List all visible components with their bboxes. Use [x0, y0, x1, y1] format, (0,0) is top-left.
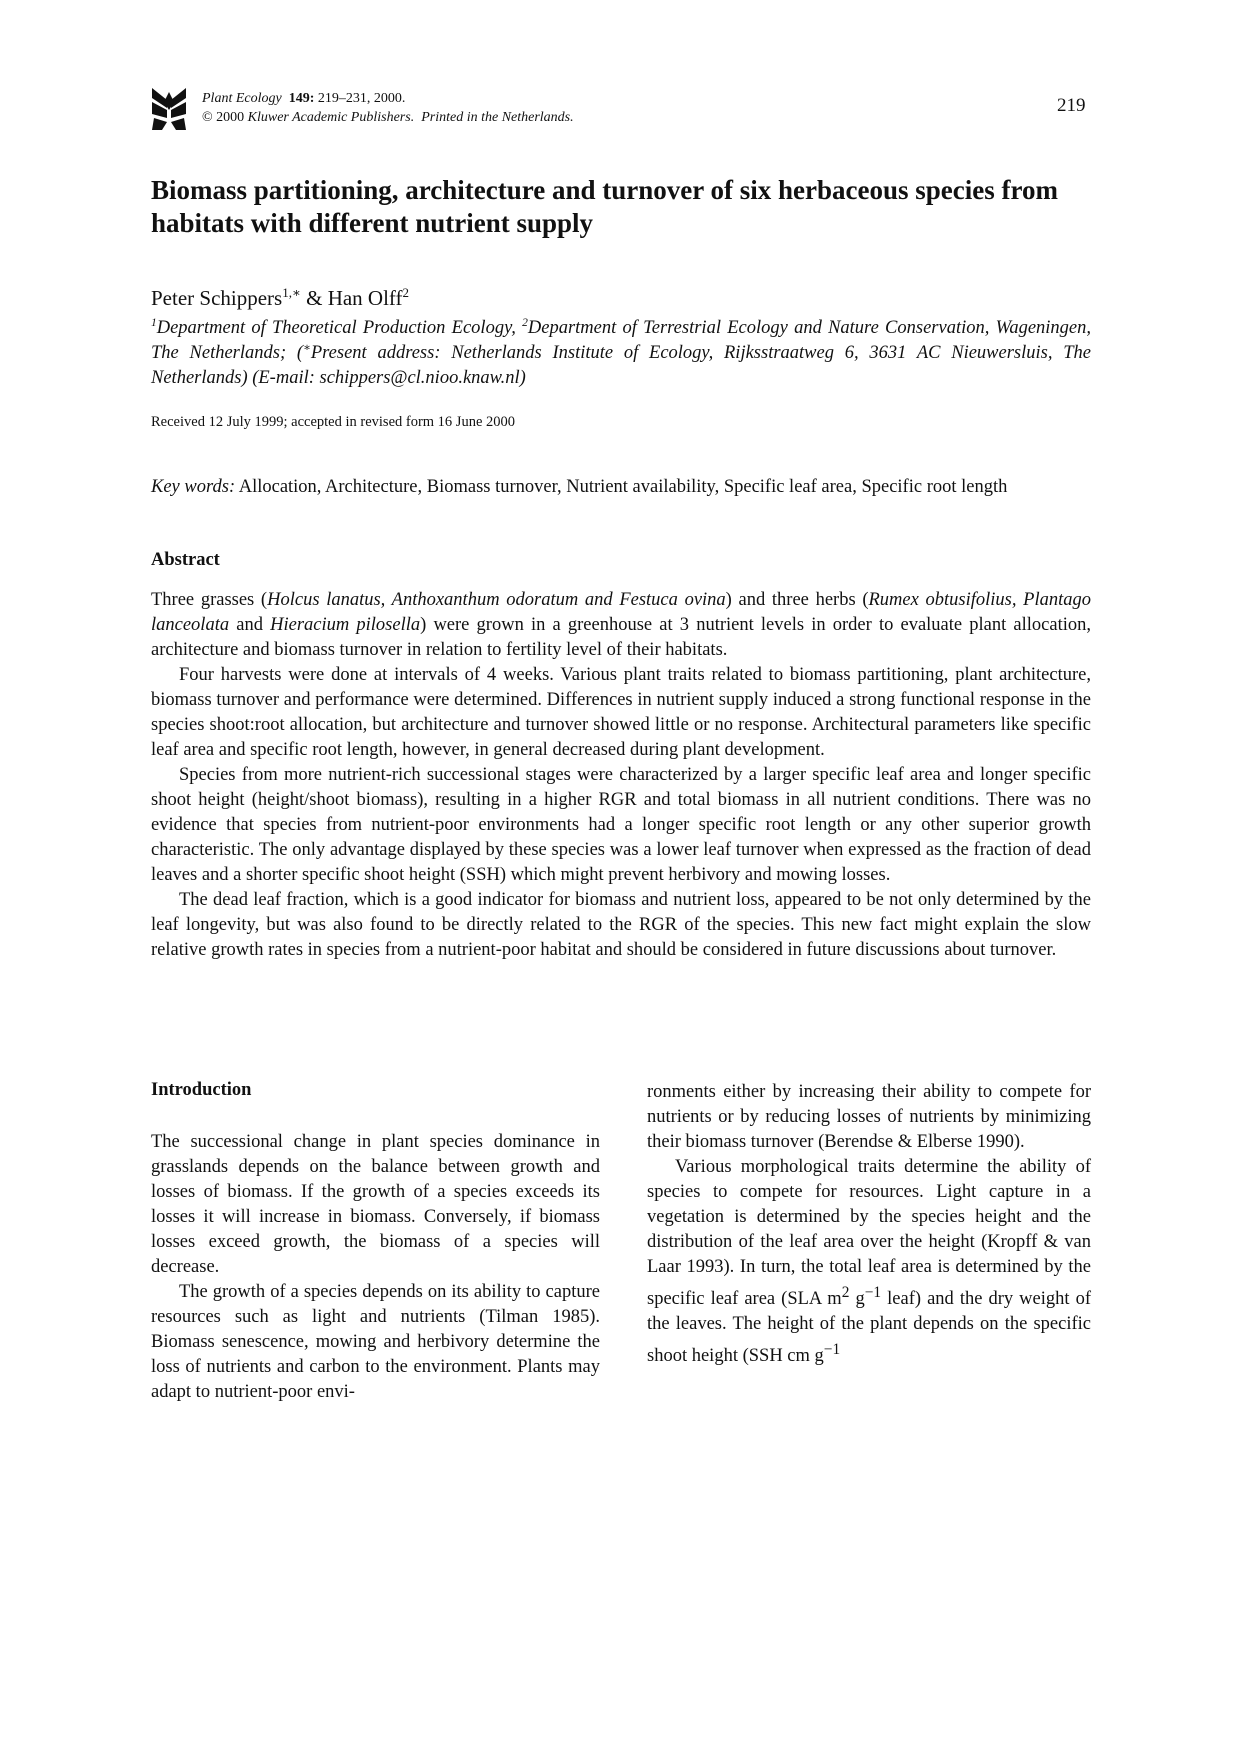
journal-pages: 219–231, 2000. — [317, 91, 406, 106]
body-paragraph: The growth of a species depends on its ability to capture resources such as light and nutrients (Tilman 1985). Biomass senescence, mowing and herbivory determine the loss of nutrients and carbon to the environment. Plants may adapt to nutrient-poor envi- — [151, 1282, 600, 1402]
author-superscript: 1,∗ — [282, 285, 301, 300]
abstract-paragraph — [151, 588, 1091, 663]
abstract-text: and — [229, 615, 271, 635]
present-address: Present address: Netherlands Institute of Ecology, Rijksstraatweg 6, 3631 AC Nieuwersluis, The Netherlands) (E-mail: schippers@cl.nioo.knaw.nl) — [151, 343, 1092, 388]
author-name: Han Olff — [327, 286, 403, 310]
body-paragraph: The successional change in plant species dominance in grasslands depends on the balance between growth and losses of biomass. If the growth of a species exceeds its losses it will increase in biomass. Conversely, if biomass losses exceed growth, the biomass of a species will decrease. — [151, 1132, 600, 1277]
introduction-heading: Introduction — [151, 1080, 252, 1100]
abstract-paragraph: The dead leaf fraction, which is a good indicator for biomass and nutrient loss, appeared to be not only determined by the leaf longevity, but was also found to be directly related to the RGR of the species. This new fact might explain the slow relative growth rates in species from a nutrient-poor habitat and should be considered in future discussions about turnover. — [151, 890, 1091, 960]
keywords-text: Allocation, Architecture, Biomass turnover, Nutrient availability, Specific leaf area, Specific root length — [238, 477, 1008, 497]
received-dates: Received 12 July 1999; accepted in revised form 16 June 2000 — [151, 414, 516, 430]
abstract-text: Three grasses ( — [151, 590, 268, 610]
abstract-heading: Abstract — [151, 550, 220, 570]
abstract-body — [151, 588, 1091, 963]
left-column — [151, 1130, 600, 1405]
superscript: −1 — [823, 1341, 841, 1359]
journal-name: Plant Ecology — [202, 91, 282, 106]
authors — [151, 286, 409, 311]
journal-volume: 149: — [288, 91, 315, 106]
body-text: leaf) and the dry weight of the leaves. The height of the plant depends on the specific shoot height (SSH cm g — [647, 1289, 1091, 1367]
affiliation-marker: 1 — [151, 316, 157, 329]
abstract-paragraph: Four harvests were done at intervals of 4 weeks. Various plant traits related to biomass partitioning, plant architecture, biomass turnover and performance were determined. Differences in nutrient supply induced a strong functional response in the species shoot:root allocation, but architecture and turnover showed little or no response. Architectural parameters like specific leaf area and specific root length, however, in general decreased during plant development. — [151, 665, 1091, 760]
body-paragraph — [647, 1155, 1091, 1369]
publisher: Kluwer Academic Publishers. — [247, 110, 415, 125]
superscript: −1 — [864, 1284, 882, 1301]
abstract-text: ) and three herbs ( — [725, 590, 869, 610]
keywords — [151, 477, 1096, 498]
copyright-line — [202, 108, 574, 127]
printed-note: Printed in the Netherlands. — [421, 110, 574, 125]
affiliations — [151, 316, 1091, 391]
author-superscript: 2 — [402, 285, 410, 300]
author-name: Peter Schippers — [151, 286, 283, 310]
author-separator: & — [306, 286, 323, 310]
keywords-label: Key words: — [151, 477, 236, 497]
copyright: © 2000 — [202, 110, 245, 125]
body-paragraph: ronments either by increasing their ability to compete for nutrients or by reducing losses of nutrients by minimizing their biomass turnover (Berendse & Elberse 1990). — [647, 1082, 1091, 1152]
species-names: Holcus lanatus, Anthoxanthum odoratum and Festuca ovina — [267, 590, 726, 610]
article-title: Biomass partitioning, architecture and turnover of six herbaceous species from habitats with different nutrient supply — [151, 175, 1058, 238]
superscript: 2 — [841, 1284, 850, 1301]
species-names: Rumex obtusifolius, Plantago lanceolata — [151, 590, 1092, 635]
journal-citation — [202, 89, 574, 127]
right-column — [647, 1080, 1091, 1369]
abstract-text: ) were grown in a greenhouse at 3 nutrient levels in order to evaluate plant allocation, architecture and biomass turnover in relation to fertility level of their habitats. — [151, 615, 1091, 660]
affiliation-1: Department of Theoretical Production Ecology, — [156, 318, 516, 338]
page-number: 219 — [1057, 95, 1086, 116]
species-names: Hieracium pilosella — [270, 615, 421, 635]
affiliation-marker: 2 — [522, 316, 528, 329]
abstract-paragraph: Species from more nutrient-rich successional stages were characterized by a larger specific leaf area and longer specific shoot height (height/shoot biomass), resulting in a higher RGR and total biomass in all nutrient conditions. There was no evidence that species from nutrient-poor environments had a longer specific root length or any other superior growth characteristic. The only advantage displayed by these species was a lower leaf turnover when expressed as the fraction of dead leaves and a shorter specific shoot height (SSH) which might prevent herbivory and mowing losses. — [151, 765, 1091, 885]
affiliation-2: Department of Terrestrial Ecology and Nature Conservation, Wageningen, The Netherlands; ( — [151, 318, 1092, 363]
affiliation-marker: ∗ — [303, 341, 311, 354]
body-text: g — [849, 1289, 865, 1310]
journal-line — [202, 89, 574, 108]
publisher-logo — [150, 86, 188, 132]
body-text: Various morphological traits determine the ability of species to compete for resources. Light capture in a vegetation is determined by the species height and the distribution of the leaf area over the height (Kropff & van Laar 1993). In turn, the total leaf area is determined by the specific leaf area (SLA m — [647, 1157, 1091, 1310]
